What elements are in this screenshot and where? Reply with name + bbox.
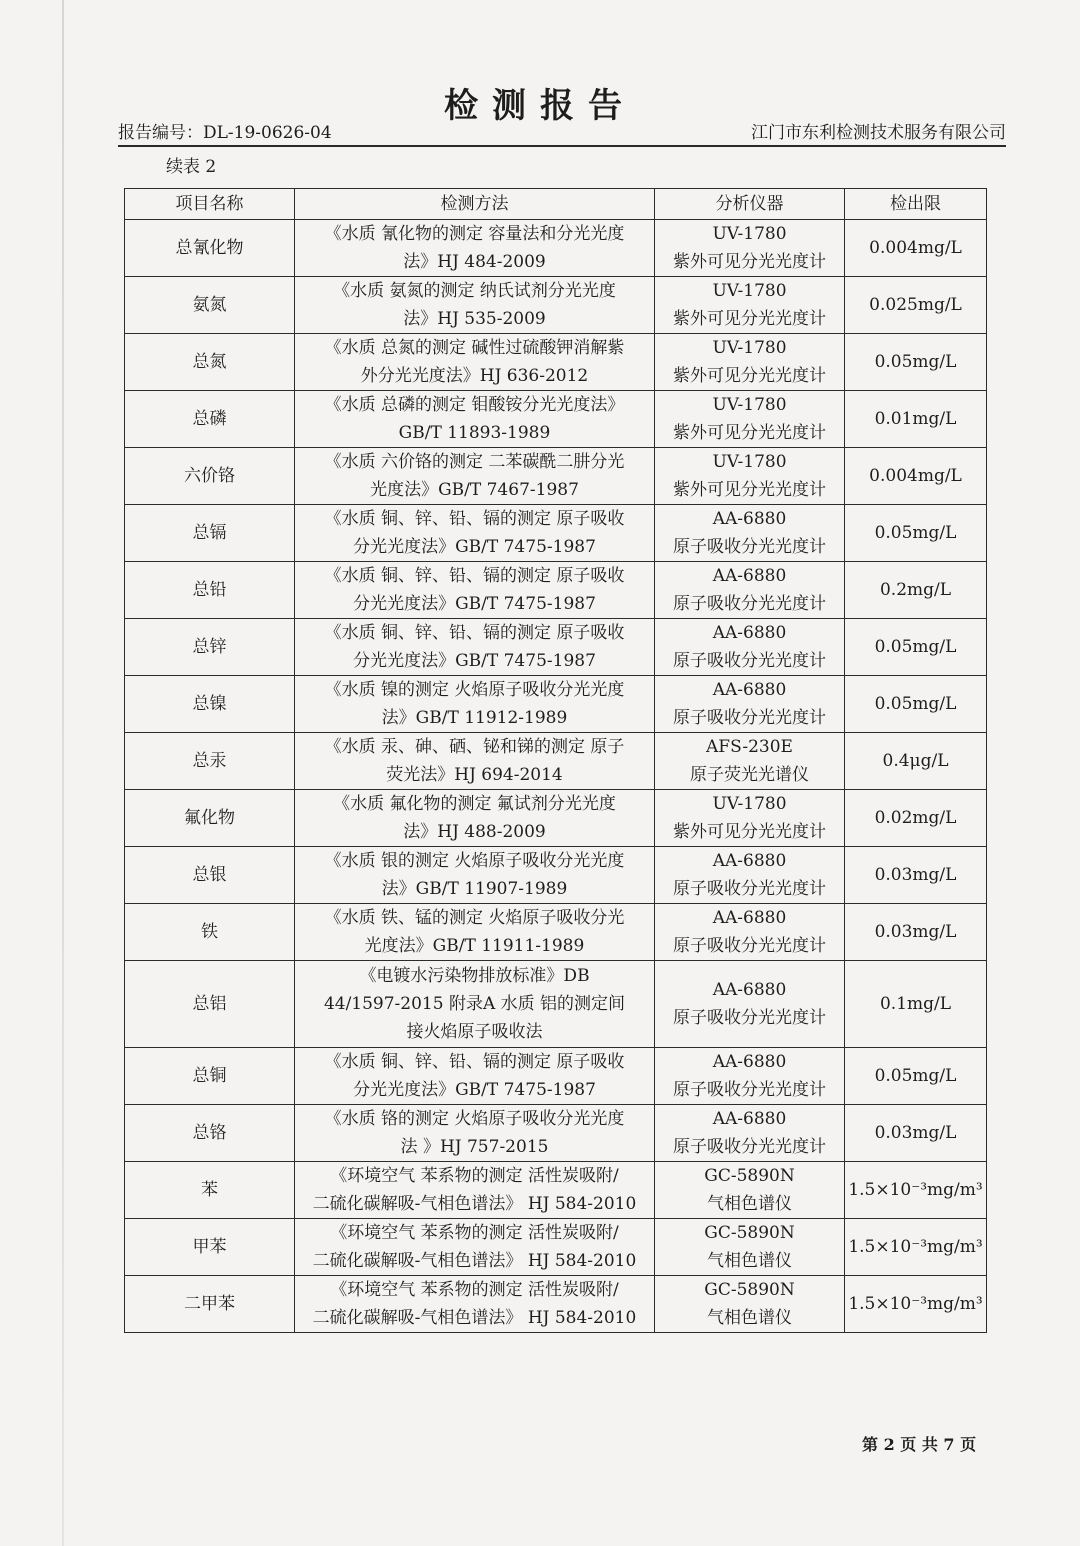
header-limit: 检出限 xyxy=(845,189,987,220)
instrument-cell-text: GC-5890N 气相色谱仪 xyxy=(704,1223,795,1271)
item-name-cell-text: 总镍 xyxy=(192,694,227,714)
table-row xyxy=(125,847,987,904)
limit-cell xyxy=(845,1219,987,1276)
instrument-cell xyxy=(655,1162,845,1219)
stamp-edge-mark xyxy=(1060,620,1074,790)
instrument-cell-text: AA-6880 原子吸收分光光度计 xyxy=(673,566,826,614)
item-name-cell-text: 苯 xyxy=(201,1180,218,1200)
item-name-cell-text: 总锌 xyxy=(192,637,227,657)
method-cell-text: 《水质 铜、锌、铅、镉的测定 原子吸收 分光光度法》GB/T 7475-1987 xyxy=(324,566,625,614)
document-title: 检测报告 xyxy=(444,86,636,126)
instrument-cell xyxy=(655,733,845,790)
instrument-cell xyxy=(655,1219,845,1276)
company-name: 江门市东利检测技术服务有限公司 xyxy=(751,123,1006,143)
method-cell-text: 《水质 铁、锰的测定 火焰原子吸收分光 光度法》GB/T 11911-1989 xyxy=(324,908,625,956)
method-cell xyxy=(295,1219,655,1276)
instrument-cell-text: AFS-230E 原子荧光光谱仪 xyxy=(690,737,809,785)
method-cell xyxy=(295,562,655,619)
item-name-cell xyxy=(125,1048,295,1105)
item-name-cell-text: 铁 xyxy=(201,922,218,942)
instrument-cell-text: AA-6880 原子吸收分光光度计 xyxy=(673,851,826,899)
limit-cell xyxy=(845,562,987,619)
item-name-cell-text: 六价铬 xyxy=(184,466,235,486)
instrument-cell xyxy=(655,220,845,277)
instrument-cell-text: AA-6880 原子吸收分光光度计 xyxy=(673,908,826,956)
instrument-cell-text: UV-1780 紫外可见分光光度计 xyxy=(673,794,826,842)
item-name-cell-text: 总汞 xyxy=(192,751,227,771)
table-header-row xyxy=(125,189,987,220)
item-name-cell-text: 总镉 xyxy=(192,523,227,543)
method-cell xyxy=(295,790,655,847)
method-cell-text: 《水质 氨氮的测定 纳氏试剂分光光度 法》HJ 535-2009 xyxy=(333,281,616,329)
method-cell-text: 《水质 铜、锌、铅、镉的测定 原子吸收 分光光度法》GB/T 7475-1987 xyxy=(324,623,625,671)
table-caption: 续表 2 xyxy=(166,157,217,177)
table-row xyxy=(125,562,987,619)
method-cell xyxy=(295,961,655,1048)
item-name-cell xyxy=(125,1276,295,1333)
limit-cell-text: 0.004mg/L xyxy=(869,238,962,258)
limit-cell-text: 0.03mg/L xyxy=(874,1123,957,1143)
method-cell-text: 《水质 铜、锌、铅、镉的测定 原子吸收 分光光度法》GB/T 7475-1987 xyxy=(324,1052,625,1100)
limit-cell xyxy=(845,790,987,847)
table-row xyxy=(125,961,987,1048)
instrument-cell-text: UV-1780 紫外可见分光光度计 xyxy=(673,281,826,329)
limit-cell xyxy=(845,334,987,391)
item-name-cell xyxy=(125,1162,295,1219)
header-method: 检测方法 xyxy=(295,189,655,220)
instrument-cell xyxy=(655,1276,845,1333)
item-name-cell xyxy=(125,391,295,448)
instrument-cell-text: AA-6880 原子吸收分光光度计 xyxy=(673,1052,826,1100)
method-cell xyxy=(295,733,655,790)
item-name-cell xyxy=(125,220,295,277)
instrument-cell xyxy=(655,562,845,619)
item-name-cell xyxy=(125,847,295,904)
instrument-cell-text: AA-6880 原子吸收分光光度计 xyxy=(673,1109,826,1157)
item-name-cell xyxy=(125,505,295,562)
limit-cell xyxy=(845,847,987,904)
method-cell-text: 《水质 汞、砷、硒、铋和锑的测定 原子 荧光法》HJ 694-2014 xyxy=(324,737,625,785)
limit-cell xyxy=(845,220,987,277)
instrument-cell-text: AA-6880 原子吸收分光光度计 xyxy=(673,509,826,557)
instrument-cell xyxy=(655,448,845,505)
method-cell xyxy=(295,448,655,505)
method-cell-text: 《水质 总磷的测定 钼酸铵分光光度法》 GB/T 11893-1989 xyxy=(324,395,625,443)
header-item: 项目名称 xyxy=(125,189,295,220)
limit-cell xyxy=(845,676,987,733)
limit-cell-text: 0.05mg/L xyxy=(874,523,957,543)
method-cell xyxy=(295,1048,655,1105)
item-name-cell-text: 总铜 xyxy=(192,1066,227,1086)
method-cell-text: 《水质 铜、锌、铅、镉的测定 原子吸收 分光光度法》GB/T 7475-1987 xyxy=(324,509,625,557)
table-row xyxy=(125,790,987,847)
method-cell xyxy=(295,391,655,448)
instrument-cell-text: UV-1780 紫外可见分光光度计 xyxy=(673,452,826,500)
item-name-cell-text: 总铅 xyxy=(192,580,227,600)
table-row xyxy=(125,277,987,334)
method-cell-text: 《水质 铬的测定 火焰原子吸收分光光度 法 》HJ 757-2015 xyxy=(324,1109,625,1157)
limit-cell-text: 1.5×10⁻³mg/m³ xyxy=(848,1294,983,1314)
instrument-cell xyxy=(655,1048,845,1105)
limit-cell-text: 0.05mg/L xyxy=(874,637,957,657)
limit-cell-text: 0.05mg/L xyxy=(874,694,957,714)
method-cell-text: 《水质 银的测定 火焰原子吸收分光光度 法》GB/T 11907-1989 xyxy=(324,851,625,899)
method-cell xyxy=(295,847,655,904)
instrument-cell xyxy=(655,505,845,562)
limit-cell-text: 0.004mg/L xyxy=(869,466,962,486)
method-cell-text: 《水质 氟化物的测定 氟试剂分光光度 法》HJ 488-2009 xyxy=(333,794,616,842)
item-name-cell xyxy=(125,619,295,676)
method-cell xyxy=(295,676,655,733)
limit-cell xyxy=(845,391,987,448)
instrument-cell xyxy=(655,904,845,961)
item-name-cell xyxy=(125,1105,295,1162)
method-cell xyxy=(295,1276,655,1333)
item-name-cell xyxy=(125,733,295,790)
table-row xyxy=(125,619,987,676)
instrument-cell-text: GC-5890N 气相色谱仪 xyxy=(704,1280,795,1328)
item-name-cell-text: 总磷 xyxy=(192,409,227,429)
instrument-cell-text: UV-1780 紫外可见分光光度计 xyxy=(673,224,826,272)
method-cell xyxy=(295,505,655,562)
method-cell-text: 《环境空气 苯系物的测定 活性炭吸附/ 二硫化碳解吸-气相色谱法》 HJ 584-2010 xyxy=(312,1166,637,1214)
instrument-cell xyxy=(655,676,845,733)
item-name-cell xyxy=(125,904,295,961)
method-cell xyxy=(295,1105,655,1162)
instrument-cell xyxy=(655,277,845,334)
page-number: 第 2 页 共 7 页 xyxy=(862,1435,977,1454)
item-name-cell-text: 总铝 xyxy=(192,994,227,1014)
instrument-cell-text: AA-6880 原子吸收分光光度计 xyxy=(673,680,826,728)
table-row xyxy=(125,1105,987,1162)
limit-cell-text: 0.02mg/L xyxy=(874,808,957,828)
limit-cell-text: 0.03mg/L xyxy=(874,865,957,885)
item-name-cell xyxy=(125,676,295,733)
instrument-cell-text: AA-6880 原子吸收分光光度计 xyxy=(673,623,826,671)
table-row xyxy=(125,220,987,277)
limit-cell xyxy=(845,448,987,505)
method-cell-text: 《水质 氰化物的测定 容量法和分光光度 法》HJ 484-2009 xyxy=(324,224,625,272)
item-name-cell-text: 总银 xyxy=(192,865,227,885)
method-cell xyxy=(295,904,655,961)
limit-cell xyxy=(845,1105,987,1162)
report-header xyxy=(118,118,1006,147)
instrument-cell-text: AA-6880 原子吸收分光光度计 xyxy=(673,980,826,1028)
limit-cell-text: 1.5×10⁻³mg/m³ xyxy=(848,1180,983,1200)
limit-cell xyxy=(845,904,987,961)
report-number: 报告编号：DL-19-0626-04 xyxy=(118,123,332,143)
item-name-cell xyxy=(125,277,295,334)
table-row xyxy=(125,1276,987,1333)
limit-cell xyxy=(845,619,987,676)
table-row xyxy=(125,334,987,391)
limit-cell xyxy=(845,733,987,790)
header-instrument: 分析仪器 xyxy=(655,189,845,220)
instrument-cell xyxy=(655,790,845,847)
instrument-cell-text: UV-1780 紫外可见分光光度计 xyxy=(673,395,826,443)
limit-cell xyxy=(845,277,987,334)
method-cell-text: 《水质 镍的测定 火焰原子吸收分光光度 法》GB/T 11912-1989 xyxy=(324,680,625,728)
limit-cell xyxy=(845,1162,987,1219)
limit-cell-text: 0.1mg/L xyxy=(879,994,952,1014)
item-name-cell-text: 氨氮 xyxy=(192,295,227,315)
item-name-cell-text: 总氰化物 xyxy=(175,238,244,258)
table-row xyxy=(125,391,987,448)
instrument-cell xyxy=(655,1105,845,1162)
limit-cell-text: 0.05mg/L xyxy=(874,352,957,372)
item-name-cell xyxy=(125,961,295,1048)
method-cell-text: 《水质 六价铬的测定 二苯碳酰二肼分光 光度法》GB/T 7467-1987 xyxy=(324,452,625,500)
limit-cell-text: 0.025mg/L xyxy=(869,295,962,315)
table-row xyxy=(125,448,987,505)
method-cell xyxy=(295,619,655,676)
instrument-cell xyxy=(655,391,845,448)
table-row xyxy=(125,904,987,961)
instrument-cell xyxy=(655,334,845,391)
table-row xyxy=(125,1219,987,1276)
limit-cell-text: 0.4μg/L xyxy=(882,751,949,771)
limit-cell-text: 0.01mg/L xyxy=(874,409,957,429)
table-row xyxy=(125,1162,987,1219)
item-name-cell xyxy=(125,1219,295,1276)
item-name-cell xyxy=(125,562,295,619)
item-name-cell-text: 二甲苯 xyxy=(184,1294,235,1314)
limit-cell-text: 0.03mg/L xyxy=(874,922,957,942)
limit-cell xyxy=(845,961,987,1048)
item-name-cell-text: 总氮 xyxy=(192,352,227,372)
instrument-cell-text: GC-5890N 气相色谱仪 xyxy=(704,1166,795,1214)
item-name-cell-text: 甲苯 xyxy=(192,1237,227,1257)
item-name-cell-text: 氟化物 xyxy=(184,808,235,828)
method-cell xyxy=(295,220,655,277)
instrument-cell xyxy=(655,619,845,676)
instrument-cell xyxy=(655,961,845,1048)
table-row xyxy=(125,733,987,790)
method-cell-text: 《环境空气 苯系物的测定 活性炭吸附/ 二硫化碳解吸-气相色谱法》 HJ 584-2010 xyxy=(312,1280,637,1328)
table-row xyxy=(125,505,987,562)
limit-cell-text: 0.2mg/L xyxy=(879,580,952,600)
limit-cell-text: 0.05mg/L xyxy=(874,1066,957,1086)
method-cell-text: 《环境空气 苯系物的测定 活性炭吸附/ 二硫化碳解吸-气相色谱法》 HJ 584-2010 xyxy=(312,1223,637,1271)
instrument-cell xyxy=(655,847,845,904)
test-methods-table xyxy=(124,188,987,1333)
method-cell xyxy=(295,1162,655,1219)
page-edge xyxy=(62,0,64,1546)
method-cell-text: 《电镀水污染物排放标准》DB 44/1597-2015 附录A 水质 铝的测定间 接火焰原子吸收法 xyxy=(323,966,626,1042)
limit-cell xyxy=(845,1276,987,1333)
limit-cell xyxy=(845,1048,987,1105)
method-cell xyxy=(295,277,655,334)
item-name-cell xyxy=(125,334,295,391)
table-row xyxy=(125,1048,987,1105)
item-name-cell xyxy=(125,448,295,505)
method-cell xyxy=(295,334,655,391)
limit-cell xyxy=(845,505,987,562)
instrument-cell-text: UV-1780 紫外可见分光光度计 xyxy=(673,338,826,386)
table-row xyxy=(125,676,987,733)
item-name-cell-text: 总铬 xyxy=(192,1123,227,1143)
method-cell-text: 《水质 总氮的测定 碱性过硫酸钾消解紫 外分光光度法》HJ 636-2012 xyxy=(324,338,625,386)
limit-cell-text: 1.5×10⁻³mg/m³ xyxy=(848,1237,983,1257)
item-name-cell xyxy=(125,790,295,847)
